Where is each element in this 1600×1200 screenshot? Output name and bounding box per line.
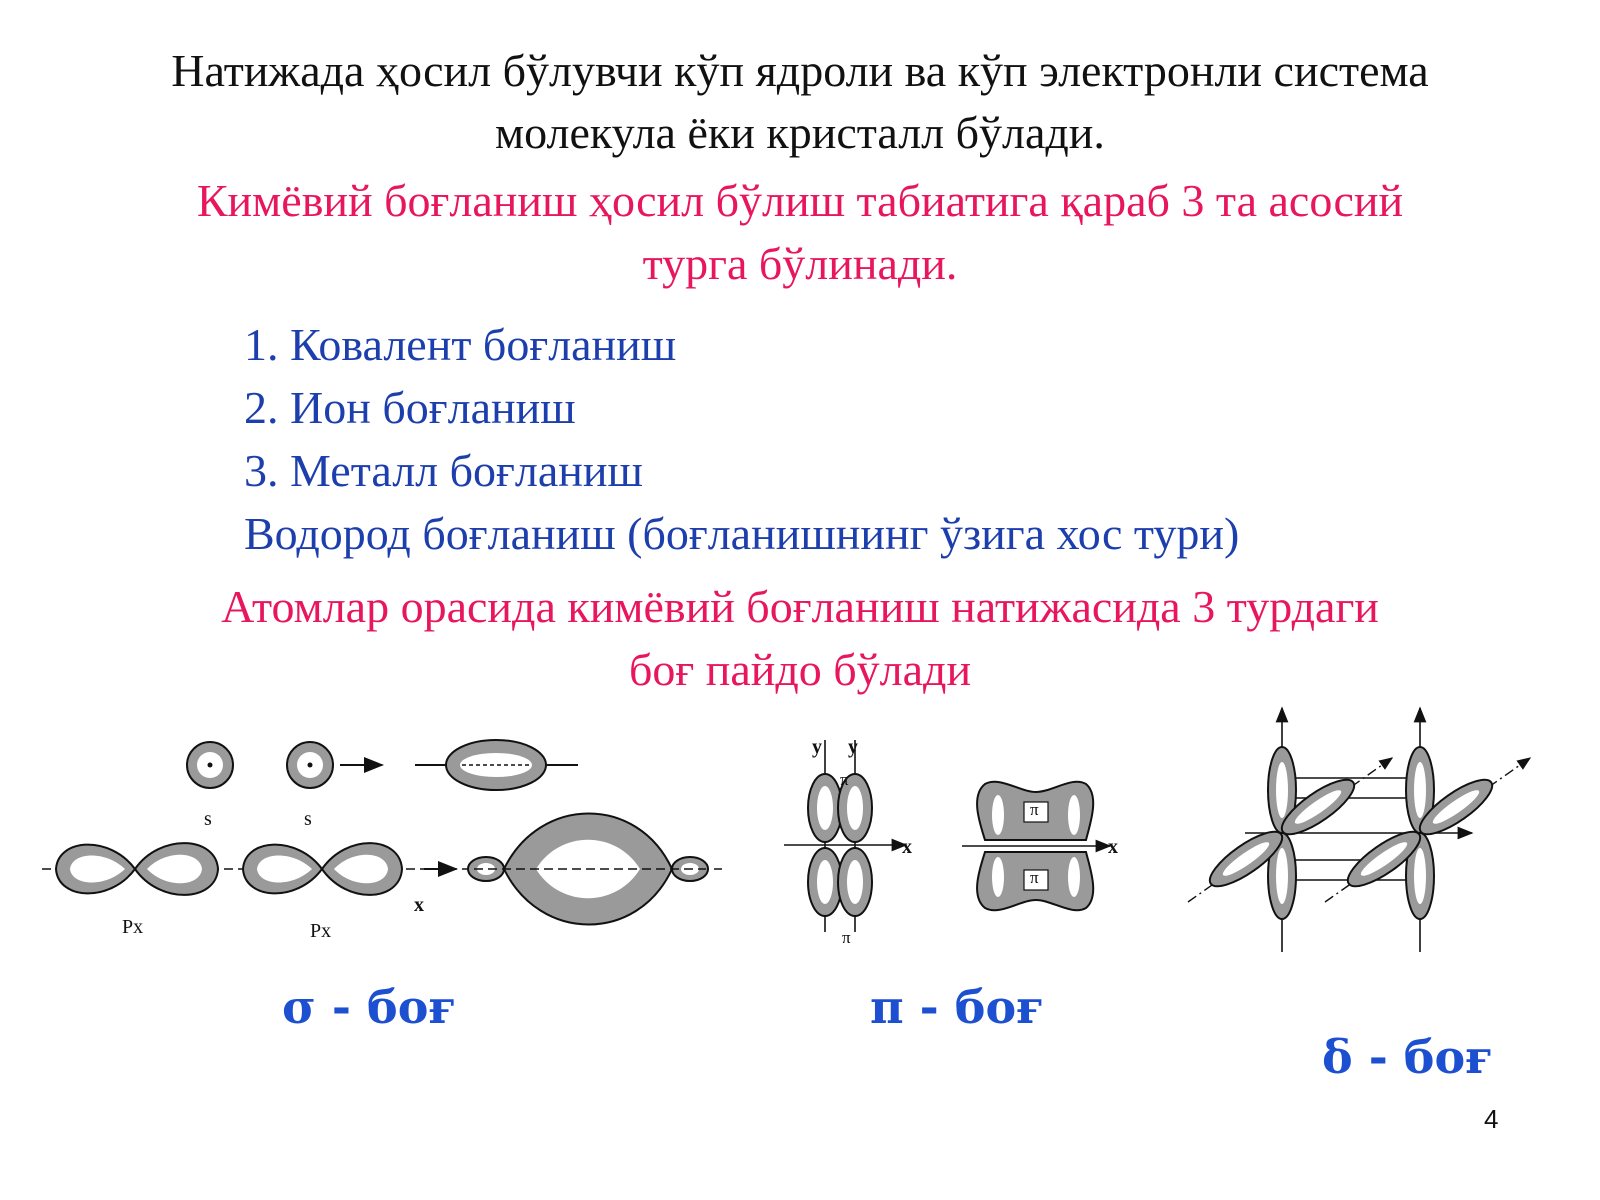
pi-overlap-label-bottom: π <box>1030 868 1039 887</box>
bond-type-hydrogen: Водород боғланиш (боғланишнинг ўзига хос тури) <box>244 508 1240 559</box>
bond-type-metallic: 3. Металл боғланиш <box>244 445 643 496</box>
bond-kinds-line-1: Атомлар орасида кимёвий боғланиш натижасида 3 турдаги <box>221 581 1379 632</box>
sigma-bond-caption: σ - боғ <box>282 980 457 1034</box>
delta-bond-diagram <box>1188 708 1530 952</box>
pi-bond-diagram <box>784 740 1110 932</box>
sigma-s-label-2: s <box>304 808 312 830</box>
sigma-px-label-2: Px <box>310 920 332 942</box>
delta-bond-caption: δ - боғ <box>1322 1030 1494 1084</box>
page-number: 4 <box>1484 1104 1499 1134</box>
sigma-px-label-1: Px <box>122 916 144 938</box>
classification-line-2: турга бўлинади. <box>642 238 958 289</box>
sigma-x-axis-label: x <box>414 894 424 916</box>
bond-type-ionic: 2. Ион боғланиш <box>244 382 576 433</box>
pi-y-label-2: y <box>848 736 858 758</box>
pi-overlap-label-top: π <box>1030 800 1039 819</box>
pi-x-label-1: x <box>902 836 912 858</box>
classification-line-1: Кимёвий боғланиш ҳосил бўлиш табиатига қараб 3 та асосий <box>196 175 1404 226</box>
sigma-s-s-diagram <box>187 740 578 790</box>
pi-y-label-1: y <box>812 736 822 758</box>
pi-x-label-2: x <box>1108 836 1118 858</box>
pi-label-top: π <box>840 770 849 789</box>
sigma-p-p-diagram <box>42 814 722 925</box>
bond-type-covalent: 1. Ковалент боғланиш <box>244 319 677 370</box>
sigma-s-label-1: s <box>204 808 212 830</box>
intro-line-1: Натижада ҳосил бўлувчи кўп ядроли ва кўп электронли система <box>171 45 1429 96</box>
intro-line-2: молекула ёки кристалл бўлади. <box>495 107 1105 158</box>
pi-bond-caption: π - боғ <box>870 980 1045 1034</box>
bond-kinds-line-2: боғ пайдо бўлади <box>628 644 972 695</box>
pi-label-bottom: π <box>842 928 851 947</box>
